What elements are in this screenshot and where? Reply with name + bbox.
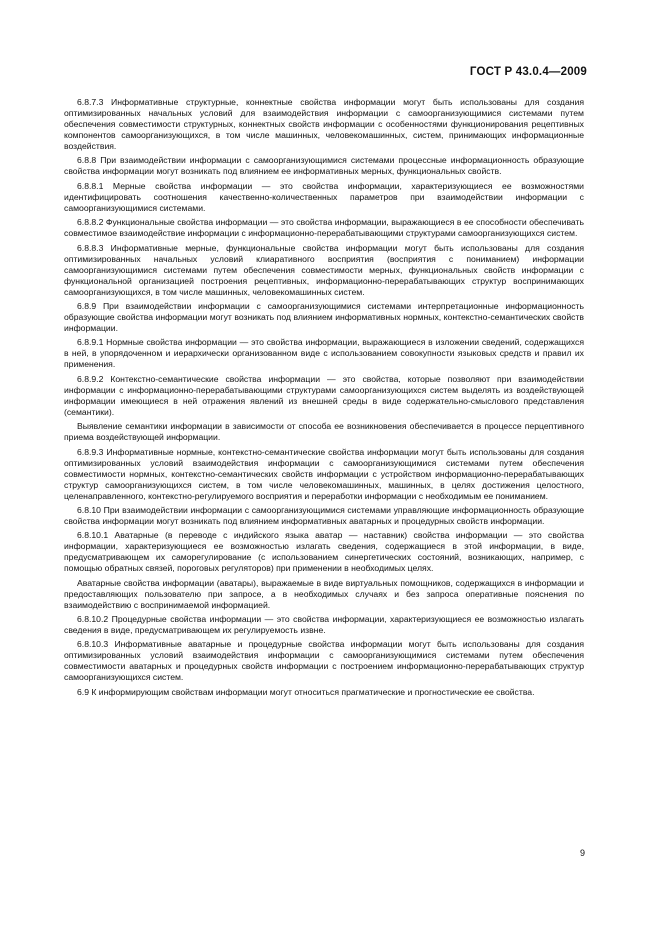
paragraph-6-8-10: 6.8.10 При взаимодействии информации с самоорганизующимися системами управляющие информационность образующие свойства информации могут возникать под влиянием информативных аватарных и процедурных свойств информации.: [64, 504, 584, 526]
page-number: 9: [579, 848, 585, 858]
paragraph-semantics-note: Выявление семантики информации в зависимости от способа ее возникновения обеспечивается в процессе перцептивного приема воздействующей информации.: [64, 421, 584, 443]
standard-header: ГОСТ Р 43.0.4—2009: [469, 66, 587, 78]
paragraph-6-8-8-2: 6.8.8.2 Функциональные свойства информации — это свойства информации, выражающиеся в ее способности обеспечивать совместимое взаимодействие информации с информационно-перерабатывающими структурами самоорганизующихся систем.: [64, 217, 584, 239]
paragraph-6-8-9: 6.8.9 При взаимодействии информации с самоорганизующимися системами интерпретационные информационность образующие свойства информации могут возникать под влиянием информативных нормных, контекстно-семантических свойств информации.: [64, 300, 584, 333]
paragraph-6-8-9-3: 6.8.9.3 Информативные нормные, контекстно-семантические свойства информации могут быть использованы для создания оптимизированных условий взаимодействия информации с самоорганизующимися системами путем обеспечения совместимости нормных, контекстно-семантических свойств информации с устройством информационно-перерабатывающих структур самоорганизующихся систем, в том числе человекомашинных, машинных, в целях достижения целостного, целенаправленного, контекстно-регулируемого восприятия и переработки информации с необходимым ее пониманием.: [64, 446, 584, 501]
paragraph-6-9: 6.9 К информирующим свойствам информации могут относиться прагматические и прогностические ее свойства.: [77, 686, 535, 697]
paragraph-6-8-8: 6.8.8 При взаимодействии информации с самоорганизующимися системами процессные информационность образующие свойства информации могут возникать под влиянием ее информативных мерных, функциональных свойств.: [64, 155, 584, 177]
paragraph-avatars-note: Аватарные свойства информации (аватары), выражаемые в виде виртуальных помощников, содержащихся в информации и предоставляющих пользователю при запросе, а в необходимых случаях и без запроса оперативные пояснения по взаимодействию с воспринимаемой информацией.: [64, 577, 584, 610]
paragraph-6-8-8-1: 6.8.8.1 Мерные свойства информации — это свойства информации, характеризующиеся ее возможностями идентифицировать соотношения качественно-количественных параметров при взаимодействии информации с самоорганизующимися системами.: [64, 180, 584, 213]
paragraph-6-8-9-2: 6.8.9.2 Контекстно-семантические свойства информации — это свойства, которые позволяют при взаимодействии информации с информационно-перерабатывающими структурами самоорганизующихся систем выделять из воздействующей информации имеющиеся в ней отражения явлений из внешней среды в виде содержательно-смыслового представления (семантики).: [64, 373, 584, 417]
paragraph-6-8-8-3: 6.8.8.3 Информативные мерные, функциональные свойства информации могут быть использованы для создания оптимизированных начальных условий клиаративного восприятия (восприятия с пониманием) информации самоорганизующимися системами путем обеспечения совместимости мерных, функциональных свойств информации с функциональной организацией построения рецептивных, информационно-перерабатывающих структур воспринимающих самоорганизующихся, в том числе машинных, человекомашинных систем.: [64, 242, 584, 297]
paragraph-6-8-10-1: 6.8.10.1 Аватарные (в переводе с индийского языка аватар — наставник) свойства информации — это свойства информации, характеризующиеся ее возможностью излагать сведения, содержащиеся в этой информации, в виде, предусматривающем их саморегулирование (с использованием синергетических состояний, возникающих, например, с помощью обратных связей, пороговых регуляторов) при применении в необходимых целях.: [64, 530, 584, 574]
body-text: [64, 97, 584, 701]
paragraph-6-8-10-2: 6.8.10.2 Процедурные свойства информации — это свойства информации, характеризующиеся ее возможностью излагать сведения в виде, предусматривающем их регулируемость извне.: [64, 614, 584, 636]
paragraph-6-8-9-1: 6.8.9.1 Нормные свойства информации — это свойства информации, выражающиеся в изложении сведений, содержащихся в ней, в упорядоченном и иерархически организованном виде с использованием совокупности языковых средств и правил их применения.: [64, 337, 584, 370]
paragraph-6-8-7-3: 6.8.7.3 Информативные структурные, коннектные свойства информации могут быть использованы для создания оптимизированных начальных условий для взаимодействия информации с самоорганизующимися системами путем обеспечения совместимости структурных, коннектных свойств информации с особенностями функционирования рецептивных компонентов самоорганизующихся, в том числе машинных, человекомашинных, систем, принимающих информационные воздействия.: [64, 97, 584, 151]
paragraph-6-8-10-3: 6.8.10.3 Информативные аватарные и процедурные свойства информации могут быть использованы для создания оптимизированных условий взаимодействия информации с самоорганизующимися системами путем обеспечения совместимости аватарных и процедурных свойств информации с построением информационно-перерабатывающих структур самоорганизующихся систем.: [64, 639, 584, 683]
